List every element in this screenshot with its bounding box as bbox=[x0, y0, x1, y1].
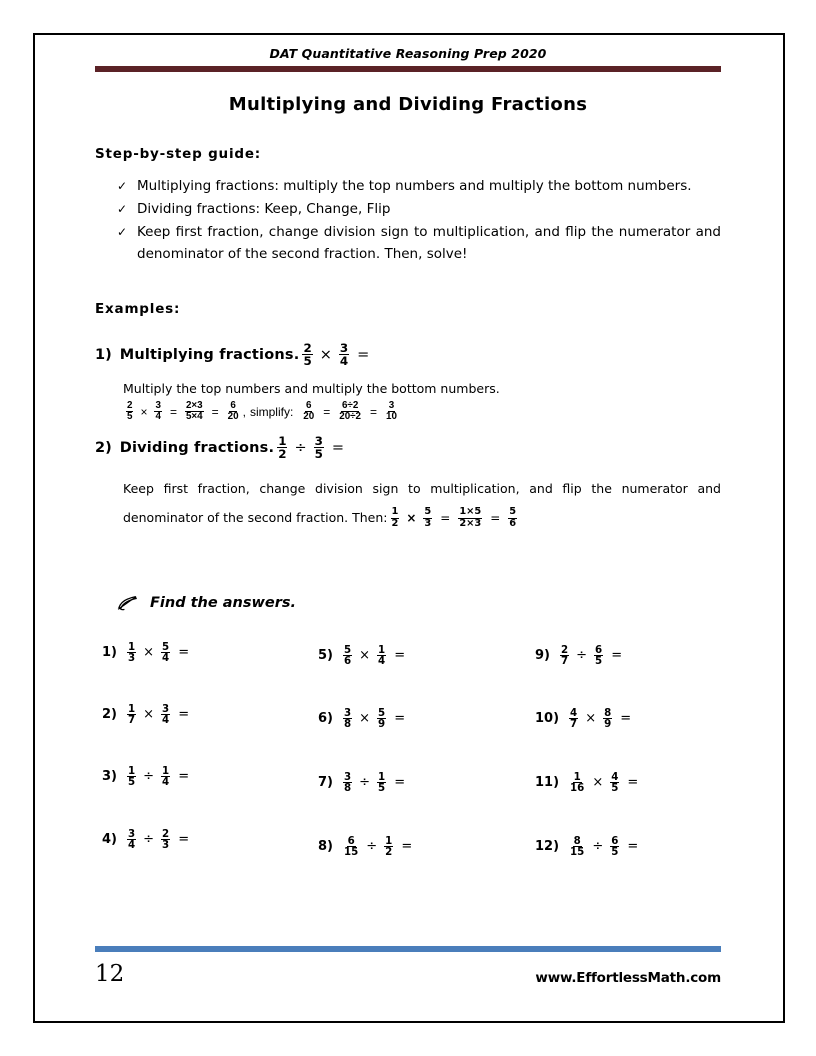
example-1 bbox=[95, 342, 721, 368]
numerator: 6 bbox=[611, 834, 619, 847]
practice-problem bbox=[535, 772, 643, 795]
fraction bbox=[508, 507, 517, 529]
fraction bbox=[154, 401, 161, 423]
practice-problem bbox=[318, 772, 410, 795]
numerator: 1×5 bbox=[459, 506, 482, 518]
fraction bbox=[339, 342, 349, 368]
equals-sign: = bbox=[394, 711, 406, 727]
numerator: 8 bbox=[604, 706, 612, 719]
numerator: 1 bbox=[378, 770, 386, 783]
checkmark-icon: ✓ bbox=[117, 202, 128, 216]
denominator: 4 bbox=[155, 411, 161, 423]
numerator: 6 bbox=[595, 643, 603, 656]
fraction bbox=[161, 766, 170, 789]
denominator: 5 bbox=[128, 776, 136, 789]
fraction bbox=[161, 704, 170, 727]
numerator: 5 bbox=[378, 706, 386, 719]
numerator: 2 bbox=[162, 827, 170, 840]
problem-label: 10) bbox=[535, 711, 560, 727]
equals-sign: = bbox=[440, 510, 451, 525]
denominator: 4 bbox=[162, 776, 170, 789]
practice-problem bbox=[102, 704, 194, 727]
numerator: 8 bbox=[573, 834, 581, 847]
operator: ÷ bbox=[359, 775, 371, 791]
denominator: 20 bbox=[227, 411, 239, 423]
equals-sign: = bbox=[627, 775, 639, 791]
numerator: 4 bbox=[611, 770, 619, 783]
denominator: 5×4 bbox=[185, 411, 203, 423]
example-number: 2) bbox=[95, 439, 112, 456]
denominator: 4 bbox=[162, 714, 170, 727]
denominator: 5 bbox=[378, 782, 386, 795]
denominator: 2 bbox=[278, 447, 287, 462]
fraction bbox=[127, 642, 136, 665]
fraction bbox=[343, 708, 352, 731]
denominator: 5 bbox=[314, 447, 323, 462]
equals-sign: = bbox=[211, 404, 219, 419]
numerator: 5 bbox=[344, 643, 352, 656]
numerator: 2×3 bbox=[185, 399, 203, 411]
fraction bbox=[343, 645, 352, 668]
example-1-explanation: Multiply the top numbers and multiply the bottom numbers. bbox=[123, 380, 500, 396]
find-the-answers-row bbox=[117, 594, 721, 612]
denominator: 9 bbox=[378, 718, 386, 731]
fraction bbox=[127, 829, 136, 852]
fraction bbox=[161, 642, 170, 665]
numerator: 3 bbox=[339, 341, 349, 355]
denominator: 3 bbox=[128, 652, 136, 665]
guide-item-text: Keep first fraction, change division sign to multiplication, and flip the numerator and denominator of the second fraction. Then, solve! bbox=[137, 224, 721, 262]
operator: × bbox=[143, 707, 155, 723]
fraction bbox=[161, 829, 170, 852]
comma: , bbox=[242, 404, 246, 419]
denominator: 15 bbox=[570, 846, 585, 859]
practice-problem bbox=[535, 645, 627, 668]
checkmark-icon: ✓ bbox=[117, 179, 128, 193]
practice-problems-grid bbox=[95, 636, 721, 886]
operator: ÷ bbox=[143, 769, 155, 785]
equals-sign: = bbox=[394, 775, 406, 791]
numerator: 5 bbox=[509, 506, 517, 518]
operator: × bbox=[406, 510, 417, 525]
example-1-solution bbox=[123, 401, 721, 423]
fraction bbox=[343, 772, 352, 795]
practice-problem bbox=[318, 708, 410, 731]
numerator: 1 bbox=[162, 764, 170, 777]
website-url: www.EffortlessMath.com bbox=[535, 970, 721, 986]
operator: × bbox=[592, 775, 604, 791]
fraction bbox=[569, 708, 578, 731]
problem-label: 1) bbox=[102, 645, 117, 661]
denominator: 4 bbox=[128, 839, 136, 852]
denominator: 5 bbox=[127, 411, 133, 423]
numerator: 3 bbox=[388, 399, 395, 411]
operator: × bbox=[319, 346, 332, 363]
header-rule bbox=[95, 66, 721, 72]
problem-label: 8) bbox=[318, 839, 333, 855]
guide-list-item bbox=[95, 175, 721, 197]
numerator: 2 bbox=[561, 643, 569, 656]
checkmark-icon: ✓ bbox=[117, 225, 128, 239]
fraction bbox=[385, 401, 398, 423]
numerator: 6 bbox=[306, 399, 312, 411]
equals-sign: = bbox=[627, 839, 639, 855]
fraction bbox=[338, 401, 362, 423]
numerator: 1 bbox=[391, 506, 399, 518]
numerator: 1 bbox=[378, 643, 386, 656]
equals-sign: = bbox=[169, 404, 177, 419]
fraction bbox=[458, 507, 482, 529]
problem-label: 2) bbox=[102, 707, 117, 723]
equals-sign: = bbox=[370, 404, 378, 419]
page-footer bbox=[95, 946, 721, 986]
denominator: 15 bbox=[344, 846, 359, 859]
problem-label: 12) bbox=[535, 839, 560, 855]
numerator: 2 bbox=[127, 399, 133, 411]
equals-sign: = bbox=[620, 711, 632, 727]
fraction bbox=[391, 507, 400, 529]
denominator: 4 bbox=[162, 652, 170, 665]
fraction bbox=[377, 708, 386, 731]
denominator: 16 bbox=[570, 782, 585, 795]
denominator: 20÷2 bbox=[339, 411, 362, 423]
numerator: 6÷2 bbox=[341, 399, 359, 411]
footer-rule bbox=[95, 946, 721, 952]
fraction bbox=[277, 435, 287, 461]
denominator: 20 bbox=[303, 411, 315, 423]
practice-problem bbox=[102, 829, 194, 852]
operator: × bbox=[359, 648, 371, 664]
numerator: 1 bbox=[128, 764, 136, 777]
operator: × bbox=[140, 404, 148, 419]
numerator: 3 bbox=[162, 702, 170, 715]
denominator: 7 bbox=[570, 718, 578, 731]
denominator: 5 bbox=[595, 655, 603, 668]
denominator: 2 bbox=[385, 846, 393, 859]
denominator: 7 bbox=[128, 714, 136, 727]
step-by-step-guide-label: Step-by-step guide: bbox=[95, 146, 261, 162]
numerator: 4 bbox=[570, 706, 578, 719]
operator: × bbox=[143, 645, 155, 661]
numerator: 3 bbox=[155, 399, 161, 411]
numerator: 6 bbox=[347, 834, 355, 847]
fraction bbox=[610, 772, 619, 795]
fraction bbox=[594, 645, 603, 668]
guide-list-item bbox=[95, 198, 721, 220]
numerator: 5 bbox=[162, 640, 170, 653]
problem-label: 9) bbox=[535, 648, 550, 664]
footer-row bbox=[95, 963, 721, 986]
fraction bbox=[127, 704, 136, 727]
numerator: 3 bbox=[128, 827, 136, 840]
example-number: 1) bbox=[95, 346, 112, 363]
operator: × bbox=[585, 711, 597, 727]
example-2-solution bbox=[388, 504, 521, 533]
example-text: Multiplying fractions. bbox=[119, 346, 300, 363]
problem-label: 4) bbox=[102, 832, 117, 848]
example-2-explanation: Keep first fraction, change division sign to multiplication, and flip the numerator and denominator of the second fraction. Then: bbox=[123, 480, 721, 525]
numerator: 6 bbox=[230, 399, 236, 411]
equals-sign: = bbox=[611, 648, 623, 664]
practice-problem bbox=[535, 836, 643, 859]
problem-label: 6) bbox=[318, 711, 333, 727]
denominator: 6 bbox=[509, 517, 517, 529]
denominator: 2 bbox=[391, 517, 399, 529]
fraction bbox=[377, 645, 386, 668]
problem-label: 5) bbox=[318, 648, 333, 664]
problem-label: 11) bbox=[535, 775, 560, 791]
operator: ÷ bbox=[143, 832, 155, 848]
practice-problem bbox=[318, 836, 417, 859]
equals-sign: = bbox=[178, 832, 190, 848]
example-2 bbox=[95, 435, 721, 461]
equals-sign: = bbox=[323, 404, 331, 419]
equals-sign: = bbox=[357, 346, 370, 363]
operator: ÷ bbox=[294, 439, 307, 456]
denominator: 7 bbox=[561, 655, 569, 668]
guide-list-item bbox=[95, 221, 721, 265]
denominator: 4 bbox=[339, 354, 349, 369]
fraction bbox=[127, 766, 136, 789]
fraction bbox=[377, 772, 386, 795]
guide-item-text: Multiplying fractions: multiply the top numbers and multiply the bottom numbers. bbox=[137, 178, 692, 194]
operator: × bbox=[359, 711, 371, 727]
denominator: 8 bbox=[344, 782, 352, 795]
denominator: 10 bbox=[386, 411, 397, 423]
equals-sign: = bbox=[490, 510, 501, 525]
page-title: Multiplying and Dividing Fractions bbox=[228, 94, 588, 115]
equals-sign: = bbox=[178, 707, 190, 723]
practice-problem bbox=[535, 708, 636, 731]
denominator: 6 bbox=[344, 655, 352, 668]
numerator: 1 bbox=[573, 770, 581, 783]
practice-problem bbox=[102, 766, 194, 789]
equals-sign: = bbox=[178, 645, 190, 661]
denominator: 3 bbox=[424, 517, 432, 529]
equals-sign: = bbox=[331, 439, 345, 456]
fraction bbox=[302, 342, 312, 368]
guide-item-text: Dividing fractions: Keep, Change, Flip bbox=[137, 201, 391, 217]
fraction bbox=[560, 645, 569, 668]
numerator: 3 bbox=[344, 770, 352, 783]
numerator: 3 bbox=[314, 433, 323, 448]
fraction bbox=[302, 401, 315, 423]
guide-list bbox=[95, 175, 721, 265]
simplify-word: simplify: bbox=[249, 404, 294, 419]
denominator: 4 bbox=[378, 655, 386, 668]
find-the-answers-heading: Find the answers. bbox=[150, 594, 297, 611]
fraction bbox=[569, 836, 585, 859]
examples-label: Examples: bbox=[95, 301, 181, 317]
numerator: 2 bbox=[303, 341, 312, 355]
page-number: 12 bbox=[95, 961, 125, 987]
practice-problem bbox=[318, 645, 410, 668]
equals-sign: = bbox=[401, 839, 413, 855]
operator: ÷ bbox=[366, 839, 378, 855]
fraction bbox=[603, 708, 612, 731]
denominator: 9 bbox=[604, 718, 612, 731]
running-header: DAT Quantitative Reasoning Prep 2020 bbox=[269, 46, 547, 61]
equals-sign: = bbox=[394, 648, 406, 664]
fraction bbox=[569, 772, 585, 795]
fraction bbox=[423, 507, 432, 529]
fraction bbox=[126, 401, 133, 423]
fraction bbox=[185, 401, 204, 423]
operator: ÷ bbox=[592, 839, 604, 855]
denominator: 2×3 bbox=[459, 517, 482, 529]
operator: ÷ bbox=[576, 648, 588, 664]
example-2-explanation-block bbox=[123, 474, 721, 533]
fraction bbox=[384, 836, 393, 859]
fraction bbox=[227, 401, 240, 423]
numerator: 3 bbox=[344, 706, 352, 719]
numerator: 5 bbox=[424, 506, 432, 518]
denominator: 8 bbox=[344, 718, 352, 731]
problem-label: 3) bbox=[102, 769, 117, 785]
example-text: Dividing fractions. bbox=[119, 439, 275, 456]
practice-problem bbox=[102, 642, 194, 665]
fraction bbox=[610, 836, 619, 859]
denominator: 5 bbox=[303, 354, 312, 369]
numerator: 1 bbox=[385, 834, 393, 847]
fraction bbox=[343, 836, 359, 859]
equals-sign: = bbox=[178, 769, 190, 785]
numerator: 1 bbox=[128, 640, 136, 653]
denominator: 5 bbox=[611, 846, 619, 859]
numerator: 1 bbox=[278, 433, 287, 448]
numerator: 1 bbox=[128, 702, 136, 715]
problem-label: 7) bbox=[318, 775, 333, 791]
page-content bbox=[95, 46, 721, 886]
pencil-icon bbox=[117, 594, 139, 612]
fraction bbox=[314, 435, 324, 461]
denominator: 3 bbox=[162, 839, 170, 852]
denominator: 5 bbox=[611, 782, 619, 795]
